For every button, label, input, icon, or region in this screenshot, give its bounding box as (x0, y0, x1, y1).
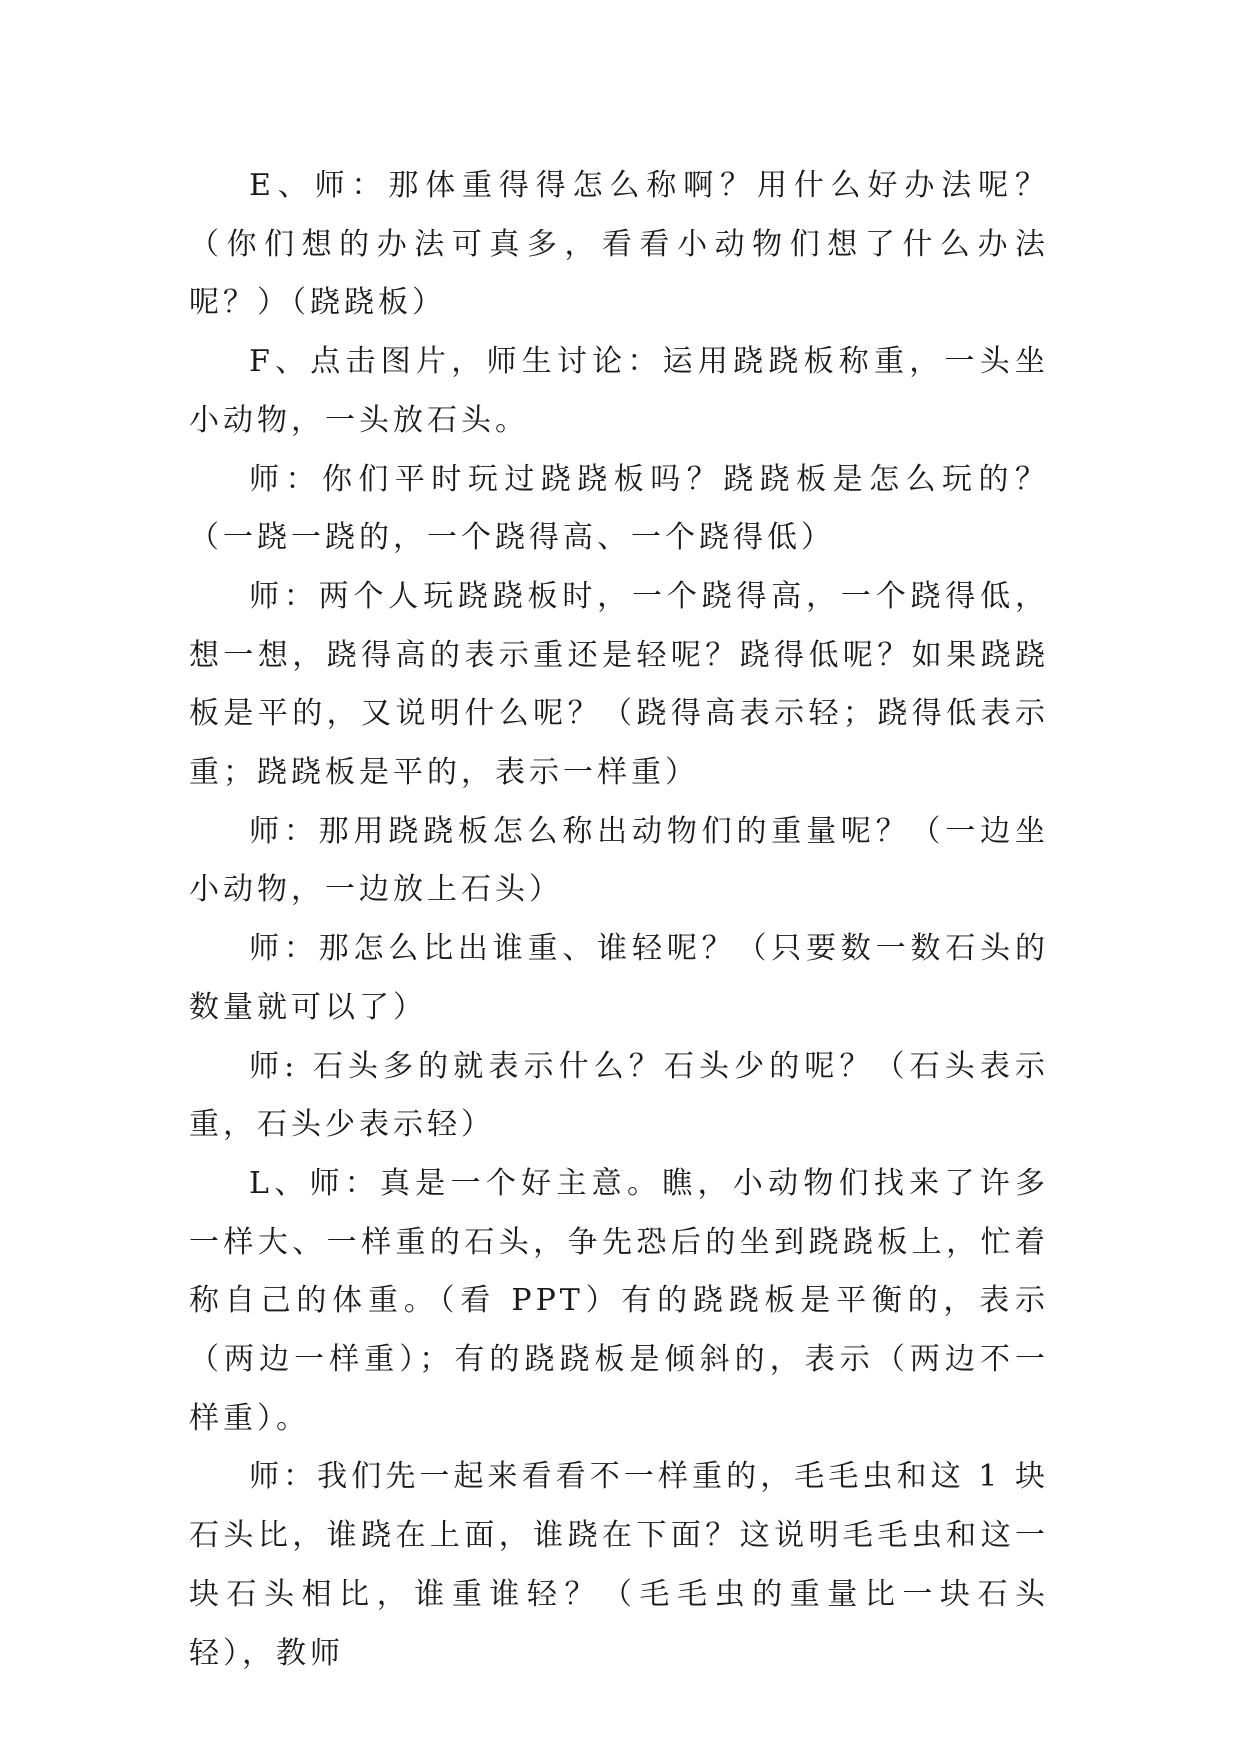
paragraph-weigh-animals: 师：那用跷跷板怎么称出动物们的重量呢？（一边坐小动物，一边放上石头） (189, 813, 1049, 908)
paragraph-f: F、点击图片，师生讨论：运用跷跷板称重，一头坐小动物，一头放石头。 (189, 344, 1049, 438)
paragraph-e: E、师：那体重得得怎么称啊？用什么好办法呢？（你们想的办法可真多，看看小动物们想了什么办法呢？）（跷跷板） (189, 168, 1049, 321)
paragraph-compare: 师：那怎么比出谁重、谁轻呢？（只要数一数石头的数量就可以了） (189, 931, 1049, 1025)
paragraph-caterpillar: 师：我们先一起来看看不一样重的，毛毛虫和这 1 块石头比，谁跷在上面，谁跷在下面？这说明毛毛虫和这一块石头相比，谁重谁轻？（毛毛虫的重量比一块石头轻），教师 (189, 1459, 1049, 1671)
paragraph-l: L、师：真是一个好主意。瞧，小动物们找来了许多一样大、一样重的石头，争先恐后的坐到跷跷板上，忙着称自己的体重。（看 PPT）有的跷跷板是平衡的，表示（两边一样重）；有的跷跷板是倾斜的，表示（两边不一样重）。 (189, 1165, 1049, 1436)
paragraph-seesaw-play: 师：你们平时玩过跷跷板吗？跷跷板是怎么玩的？（一跷一跷的，一个跷得高、一个跷得低） (189, 461, 1049, 556)
paragraph-stones: 师: 石头多的就表示什么？石头少的呢？（石头表示重，石头少表示轻） (189, 1048, 1049, 1143)
document-body (189, 157, 1049, 1683)
paragraph-heavy-light: 师：两个人玩跷跷板时，一个跷得高，一个跷得低，想一想，跷得高的表示重还是轻呢？跷得低呢？如果跷跷板是平的，又说明什么呢？（跷得高表示轻；跷得低表示重；跷跷板是平的，表示一样重） (189, 578, 1049, 791)
